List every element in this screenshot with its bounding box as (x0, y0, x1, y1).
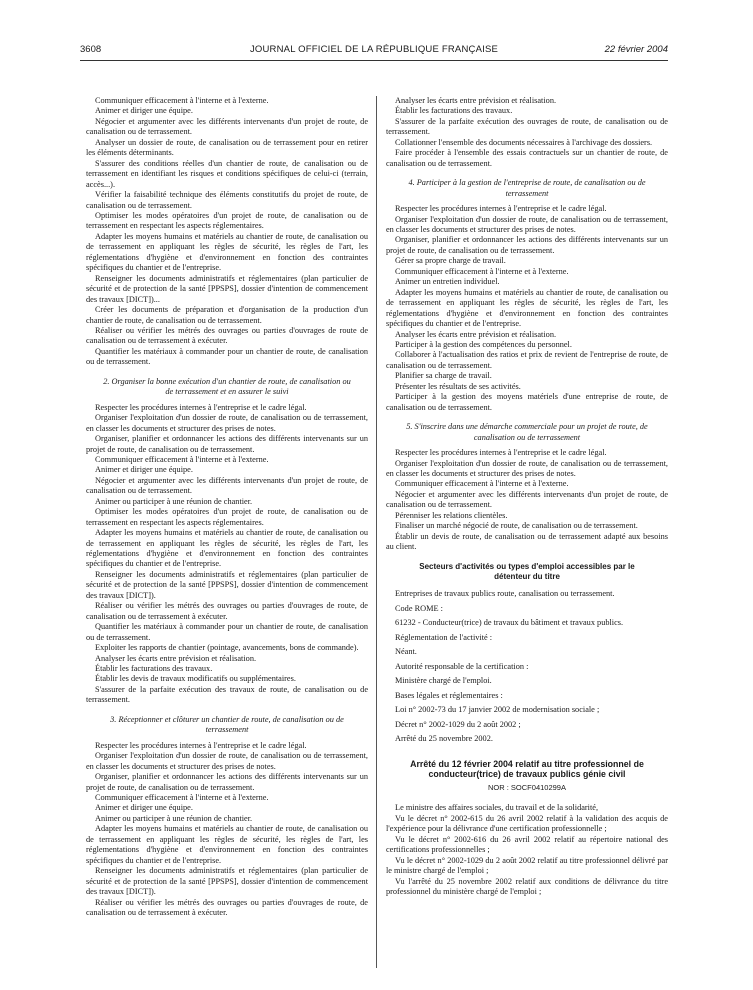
paragraph: Établir les facturations des travaux. (395, 106, 513, 116)
paragraph: Adapter les moyens humains et matériels au chantier de route, de canalisation ou de terrassement en appliquant les règles de sécurité, les règles de l'art, les réglementations d'hygiène et d'environnement en fonction des contraintes spécifiques du chantier et de l'entreprise. (86, 824, 368, 865)
paragraph: Créer les documents de préparation et d'organisation de la production d'un chantier de route, de canalisation ou de terrassement. (86, 305, 368, 325)
paragraph: Négocier et argumenter avec les différents intervenants d'un projet de route, de canalisation ou de terrassement. (86, 475, 368, 496)
paragraph: Communiquer efficacement à l'interne et à l'externe. (95, 793, 269, 802)
paragraph: Vu le décret n° 2002-615 du 26 avril 2002 relatif à la validation des acquis de l'expérience pour la délivrance d'une certification professionnelle ; (386, 813, 668, 834)
paragraph: Animer et diriger une équipe. (95, 106, 193, 116)
paragraph: Vérifier la faisabilité technique des éléments constitutifs du projet de route, de canalisation ou de terrassement. (86, 190, 368, 210)
paragraph: Optimiser les modes opératoires d'un projet de route, de canalisation ou de terrassement en respectant les aspects réglementaires. (86, 210, 368, 231)
page-number: 3608 (80, 44, 102, 55)
section-heading: 4. Participer à la gestion de l'entreprise de route, de canalisation ou de terrassement (408, 178, 646, 198)
paragraph: Organiser l'exploitation d'un dossier de route, de canalisation ou de terrassement, en classer les documents et structurer des prises de notes. (86, 751, 368, 771)
certification-line: Entreprises de travaux publics route, canalisation ou terrassement. (395, 589, 615, 599)
paragraph: S'assurer de la parfaite exécution des travaux de route, de canalisation ou de terrassement. (86, 684, 368, 705)
column-divider (376, 96, 377, 968)
certification-line: Décret n° 2002-1029 du 2 août 2002 ; (395, 719, 521, 729)
paragraph: Quantifier les matériaux à commander pour un chantier de route, de canalisation ou de terrassement. (86, 622, 368, 642)
certification-line: Réglementation de l'activité : (395, 632, 493, 642)
paragraph: Négocier et argumenter avec les différents intervenants d'un projet de route, de canalisation ou de terrassement. (386, 489, 668, 510)
section-heading: 5. S'inscrire dans une démarche commerciale pour un projet de route, de canalisation ou de terrassement (406, 422, 648, 442)
paragraph: Respecter les procédures internes à l'entreprise et le cadre légal. (395, 448, 607, 458)
paragraph: Animer et diriger une équipe. (95, 465, 193, 475)
paragraph: Respecter les procédures internes à l'entreprise et le cadre légal. (95, 402, 307, 412)
nor-reference: NOR : SOCF0410299A (488, 782, 566, 792)
paragraph: Faire procéder à l'ensemble des essais contractuels sur un chantier de route, de canalisation ou de terrassement. (386, 148, 668, 168)
paragraph: Pérenniser les relations clientèles. (395, 510, 508, 520)
journal-title: JOURNAL OFFICIEL DE LA RÉPUBLIQUE FRANÇAISE (249, 44, 499, 55)
paragraph: Adapter les moyens humains et matériels au chantier de route, de canalisation ou de terrassement en appliquant les règles de sécurité, les règles de l'art, les réglementations d'hygiène et d'environnement en fonction des contraintes spécifiques du chantier et de l'entreprise. (386, 287, 668, 329)
paragraph: Respecter les procédures internes à l'entreprise et le cadre légal. (395, 204, 607, 214)
header-rule (80, 60, 668, 61)
paragraph: Renseigner les documents administratifs et réglementaires (plan particulier de sécurité et de protection de la santé [PPSPS], dossier d'intention de commencement des travaux [DICT])... (86, 273, 368, 304)
paragraph: S'assurer de la parfaite exécution des ouvrages de route, de canalisation ou de terrassement. (386, 116, 668, 137)
certification-line: Code ROME : (395, 603, 443, 613)
paragraph: Réaliser ou vérifier les métrés des ouvrages ou parties d'ouvrages de route de canalisation ou de terrassement à exécuter. (86, 325, 368, 346)
certification-line: 61232 - Conducteur(trice) de travaux du bâtiment et travaux publics. (395, 618, 624, 628)
paragraph: Planifier sa charge de travail. (395, 371, 492, 381)
paragraph: Communiquer efficacement à l'interne et à l'externe. (395, 479, 569, 489)
paragraph: Organiser, planifier et ordonnancer les actions des différents intervenants sur un projet de route, de canalisation ou de terrassement. (86, 772, 368, 792)
paragraph: Réaliser ou vérifier les métrés des ouvrages ou parties d'ouvrages de route, de canalisation ou de terrassement à exécuter. (86, 897, 368, 917)
paragraph: Participer à la gestion des moyens matériels d'une entreprise de route, de canalisation ou de terrassement. (386, 392, 668, 412)
paragraph: Présenter les résultats de ses activités. (395, 381, 521, 391)
paragraph: Communiquer efficacement à l'interne et à l'externe. (95, 96, 269, 105)
paragraph: Vu le décret n° 2002-616 du 26 avril 2002 relatif au répertoire national des certifications professionnelles ; (386, 834, 668, 855)
paragraph: Quantifier les matériaux à commander pour un chantier de route, de canalisation ou de terrassement. (86, 346, 368, 367)
paragraph: Réaliser ou vérifier les métrés des ouvrages ou parties d'ouvrages de route, de canalisation ou de terrassement à exécuter. (86, 601, 368, 621)
certification-line: Loi n° 2002-73 du 17 janvier 2002 de modernisation sociale ; (395, 705, 600, 715)
paragraph: Adapter les moyens humains et matériels au chantier de route, de canalisation ou de terrassement en appliquant les règles de sécurité, les règles de l'art, les réglementations d'hygiène et d'environnement en fonction des contraintes spécifiques du chantier et de l'entreprise. (86, 231, 368, 273)
paragraph: Finaliser un marché négocié de route, de canalisation ou de terrassement. (395, 521, 638, 531)
subsection-heading: Secteurs d'activités ou types d'emploi accessibles par le détenteur du titre (419, 561, 635, 582)
paragraph: Animer et diriger une équipe. (95, 803, 193, 813)
certification-line: Autorité responsable de la certification : (395, 661, 529, 671)
section-heading: 3. Réceptionner et clôturer un chantier de route, de canalisation ou de terrassement (110, 714, 344, 735)
paragraph: Collationner l'ensemble des documents nécessaires à l'archivage des dossiers. (395, 137, 653, 147)
paragraph: Négocier et argumenter avec les différents intervenants d'un projet de route, de canalisation ou de terrassement. (86, 116, 368, 137)
paragraph: Respecter les procédures internes à l'entreprise et le cadre légal. (95, 740, 307, 750)
right-column (386, 96, 668, 898)
paragraph: Animer ou participer à une réunion de chantier. (95, 496, 253, 506)
page-header (80, 44, 668, 58)
paragraph: Établir les facturations des travaux. (95, 664, 213, 674)
paragraph: Analyser un dossier de route, de canalisation ou de terrassement pour en retirer les éléments déterminants. (86, 137, 368, 158)
paragraph: Optimiser les modes opératoires d'un projet de route, de canalisation ou de terrassement en respectant les aspects réglementaires. (86, 507, 368, 527)
paragraph: Organiser l'exploitation d'un dossier de route, de canalisation ou de terrassement, en classer les documents et structurer des prises de notes. (86, 413, 368, 433)
paragraph: Organiser, planifier et ordonnancer les actions des différents intervenants sur un projet de route, de canalisation ou de terrassement. (86, 434, 368, 454)
certification-line: Bases légales et réglementaires : (395, 690, 503, 700)
paragraph: Participer à la gestion des compétences du personnel. (395, 339, 572, 349)
paragraph: Organiser l'exploitation d'un dossier de route, de canalisation ou de terrassement, en classer les documents et structurer des prises de notes. (386, 458, 668, 478)
paragraph: Établir les devis de travaux modificatifs ou supplémentaires. (95, 674, 296, 684)
arrete-title: Arrêté du 12 février 2004 relatif au titre professionnel de conducteur(trice) de travaux publics génie civil (410, 758, 644, 780)
paragraph: Établir un devis de route, de canalisation ou de terrassement adapté aux besoins au client. (386, 531, 668, 552)
paragraph: Exploiter les rapports de chantier (pointage, avancements, bons de commande). (95, 643, 359, 653)
paragraph: Gérer sa propre charge de travail. (395, 256, 506, 266)
paragraph: Organiser l'exploitation d'un dossier de route, de canalisation ou de terrassement, en classer les documents et structurer des prises de notes. (386, 214, 668, 234)
paragraph: Renseigner les documents administratifs et réglementaires (plan particulier de sécurité et de protection de la santé [PPSPS], dossier d'intention de commencement des travaux [DICT]). (86, 866, 368, 897)
paragraph: Adapter les moyens humains et matériels au chantier de route, de canalisation ou de terrassement en appliquant les règles de sécurité, les règles de l'art, les réglementations d'hygiène et d'environnement en fonction des contraintes spécifiques du chantier et de l'entreprise. (86, 528, 368, 569)
left-column (86, 96, 368, 918)
paragraph: Analyser les écarts entre prévision et réalisation. (395, 329, 557, 339)
paragraph: Le ministre des affaires sociales, du travail et de la solidarité, (395, 803, 599, 813)
certification-line: Ministère chargé de l'emploi. (395, 676, 492, 686)
paragraph: S'assurer des conditions réelles d'un chantier de route, de canalisation ou de terrassement en identifiant les risques et conditions spécifiques de celui-ci (terrain, accès...). (86, 158, 368, 189)
paragraph: Renseigner les documents administratifs et réglementaires (plan particulier de sécurité et de protection de la santé [PPSPS], dossier d'intention de commencement des travaux [DICT]). (86, 569, 368, 600)
paragraph: Analyser les écarts entre prévision et réalisation. (395, 96, 557, 105)
paragraph: Vu le décret n° 2002-1029 du 2 août 2002 relatif au titre professionnel délivré par le ministre chargé de l'emploi ; (386, 855, 668, 876)
paragraph: Animer ou participer à une réunion de chantier. (95, 813, 253, 823)
section-heading: 2. Organiser la bonne exécution d'un chantier de route, de canalisation ou de terrassement et en assurer le suivi (103, 376, 351, 397)
issue-date: 22 février 2004 (604, 44, 668, 55)
paragraph: Vu l'arrêté du 25 novembre 2002 relatif aux conditions de délivrance du titre professionnel du ministère chargé de l'emploi ; (386, 876, 668, 897)
paragraph: Communiquer efficacement à l'interne et à l'externe. (395, 266, 569, 276)
paragraph: Animer un entretien individuel. (395, 277, 500, 287)
certification-line: Néant. (395, 647, 417, 657)
paragraph: Collaborer à l'actualisation des ratios et prix de revient de l'entreprise de route, de canalisation ou de terrassement. (386, 350, 668, 370)
paragraph: Analyser les écarts entre prévision et réalisation. (95, 653, 257, 663)
paragraph: Communiquer efficacement à l'interne et à l'externe. (95, 454, 269, 464)
certification-line: Arrêté du 25 novembre 2002. (395, 734, 493, 744)
paragraph: Organiser, planifier et ordonnancer les actions des différents intervenants sur un projet de route, de canalisation ou de terrassement. (386, 235, 668, 255)
